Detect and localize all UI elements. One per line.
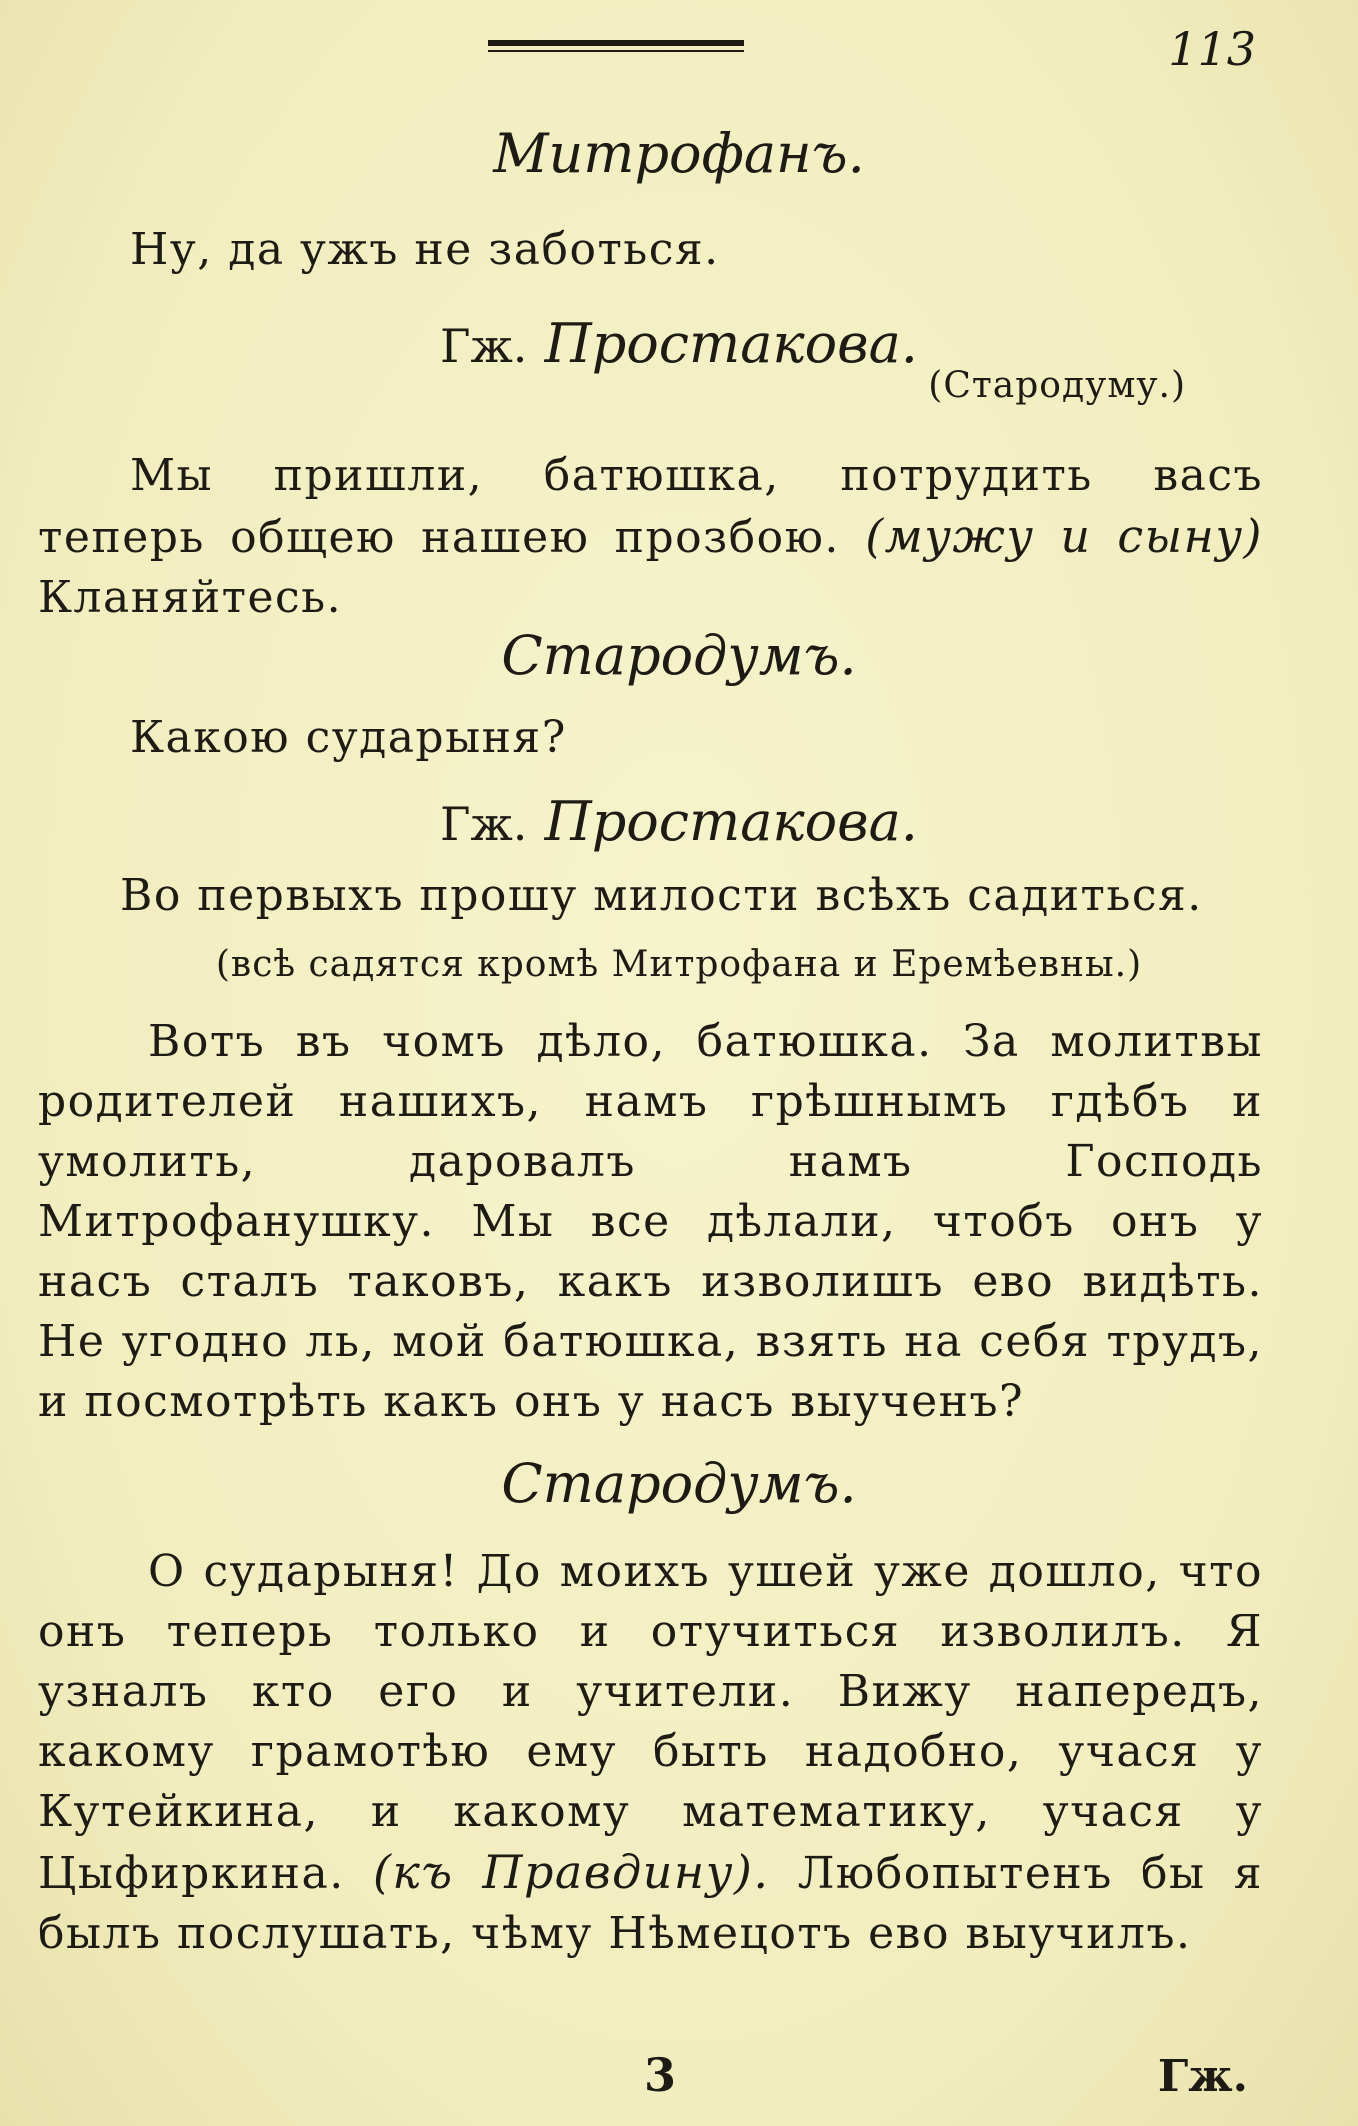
speech-prostakova-3: Вотъ въ чомъ дѣло, батюшка. За молитвы родителей нашихъ, намъ грѣшнымъ гдѣбъ и умолить, даровалъ намъ Господь Митрофанушку. Мы все дѣлали, чтобъ онъ у насъ сталъ таковъ, какъ изволишъ ево видѣть. Не угодно ль, мой батюшка, взять на себя трудъ, и посмотрѣть какъ онъ у насъ выученъ? — [38, 1016, 1263, 1427]
speech-mitrofan: Ну, да ужъ не заботься. — [130, 224, 720, 275]
page-number: 113 — [1168, 22, 1256, 76]
speech-text: Мы пришли, батюшка, потрудить васъ теперь общею нашею прозбою. — [38, 450, 1263, 563]
speaker-name: Стародумъ. — [501, 624, 857, 687]
stage-direction-starodumu: (Стародуму.) — [928, 365, 1186, 406]
signature-mark: 3 — [644, 2048, 677, 2102]
header-rule — [488, 40, 744, 56]
speaker-starodum-2 — [0, 1452, 1358, 1515]
speaker-starodum-1 — [0, 624, 1358, 687]
speaker-name: Простакова. — [544, 790, 918, 853]
stage-direction-inline: (къ Правдину). — [372, 1845, 770, 1899]
speaker-prostakova-2 — [0, 790, 1358, 853]
speech-prostakova-2: Во первыхъ прошу милости всѣхъ садиться. — [120, 870, 1203, 921]
header-rule-thin — [488, 50, 744, 52]
speaker-mitrofan — [0, 122, 1358, 185]
speaker-honorific: Гж. — [440, 797, 528, 851]
speech-starodum-2 — [38, 1542, 1263, 1964]
speech-text: Кланяйтесь. — [38, 572, 343, 623]
speech-prostakova-1 — [38, 446, 1263, 628]
catchword: Гж. — [1157, 2051, 1248, 2102]
speaker-name: Митрофанъ. — [493, 122, 865, 185]
header-rule-thick — [488, 40, 744, 46]
speaker-name: Простакова. — [544, 312, 918, 375]
stage-direction-seating: (всѣ садятся кромѣ Митрофана и Еремѣевны.) — [215, 944, 1143, 985]
speech-text: Любопытенъ бы я былъ послушать, чѣму Нѣмецотъ ево выучилъ. — [38, 1848, 1263, 1959]
speech-text: О сударыня! До моихъ ушей уже дошло, что онъ теперь только и отучиться изволилъ. Я узналъ кто его и учители. Вижу напередъ, какому грамотѣю ему быть надобно, учася у Кутейкина, и какому математику, учася у Цыфиркина. — [38, 1546, 1263, 1899]
speaker-name: Стародумъ. — [501, 1452, 857, 1515]
stage-direction-inline: (мужу и сыну) — [865, 509, 1263, 563]
speech-starodum-1: Какою сударыня? — [130, 712, 567, 763]
speaker-honorific: Гж. — [440, 319, 528, 373]
